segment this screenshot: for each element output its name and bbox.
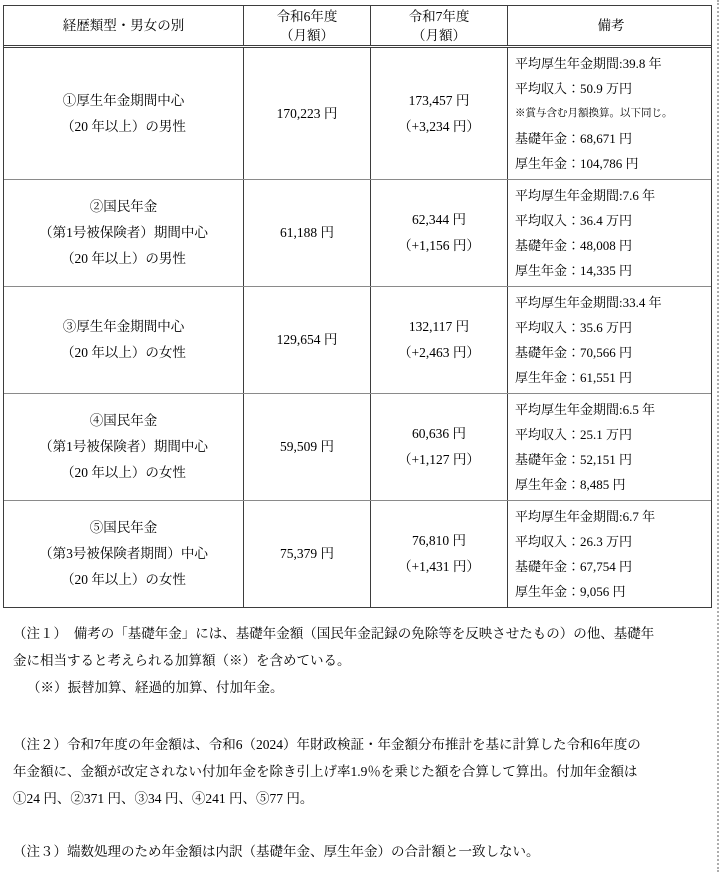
remark-line: 平均収入：36.4 万円 (515, 213, 633, 228)
reiwa7-cell (371, 180, 508, 286)
reiwa7-cell (371, 501, 508, 607)
category-line: （第3号被保険者期間）中心 (39, 546, 208, 561)
reiwa6-amount: 61,188 円 (280, 225, 334, 240)
remark-line: 基礎年金：52,151 円 (515, 452, 633, 467)
remarks-cell (508, 48, 711, 179)
header-reiwa7-line1: 令和7年度 (408, 8, 470, 24)
remark-line: 平均厚生年金期間:6.5 年 (515, 402, 656, 417)
remark-line: 基礎年金：70,566 円 (515, 345, 633, 360)
category-line: ②国民年金 (89, 199, 158, 214)
reiwa7-amount: 76,810 円 (412, 533, 466, 548)
note-line: 金に相当すると考えられる加算額（※）を含めている。 (13, 653, 351, 668)
note-line: （※）振替加算、経過的加算、付加年金。 (27, 680, 284, 695)
reiwa7-amount: 60,636 円 (412, 426, 466, 441)
reiwa6-cell (244, 287, 371, 393)
category-line: （20 年以上）の男性 (61, 251, 186, 266)
table-body (4, 48, 711, 607)
table-row (4, 393, 711, 500)
pension-table (3, 5, 712, 608)
header-remarks-label: 備考 (597, 18, 625, 33)
reiwa7-cell (371, 394, 508, 500)
footnotes-section (13, 620, 715, 865)
remark-line: 平均厚生年金期間:7.6 年 (515, 188, 656, 203)
table-header-row (4, 6, 711, 48)
category-line: （20 年以上）の女性 (61, 572, 186, 587)
category-line: ③厚生年金期間中心 (62, 319, 185, 334)
note-3 (13, 838, 715, 865)
remark-line: 平均厚生年金期間:39.8 年 (515, 56, 662, 71)
header-reiwa6-line1: 令和6年度 (276, 8, 338, 24)
category-line: ①厚生年金期間中心 (62, 92, 185, 108)
reiwa7-amount: 132,117 円 (408, 319, 470, 334)
remark-line: 基礎年金：48,008 円 (515, 238, 633, 253)
category-cell (4, 287, 244, 393)
table-row (4, 179, 711, 286)
reiwa7-change: （+3,234 円） (398, 118, 480, 134)
header-cell-category (4, 6, 244, 45)
note-2 (13, 731, 715, 812)
reiwa7-cell (371, 287, 508, 393)
reiwa7-change: （+1,431 円） (398, 559, 480, 574)
header-reiwa6-line2: （月額） (280, 27, 334, 43)
header-cell-remarks (508, 6, 711, 45)
note-line: （注２）令和7年度の年金額は、令和6（2024）年財政検証・年金額分布推計を基に計算した令和6年度の (13, 737, 641, 752)
reiwa6-cell (244, 48, 371, 179)
remark-line: 平均厚生年金期間:33.4 年 (515, 295, 662, 310)
header-cell-reiwa7 (371, 6, 508, 45)
remark-line: 平均収入：50.9 万円 (515, 81, 633, 96)
remarks-cell (508, 180, 711, 286)
category-cell (4, 394, 244, 500)
remarks-cell (508, 501, 711, 607)
table-row (4, 500, 711, 607)
remark-footnote-line: ※賞与含む月額換算。以下同じ。 (515, 108, 673, 119)
reiwa6-cell (244, 394, 371, 500)
category-line: （第1号被保険者）期間中心 (39, 225, 208, 240)
reiwa7-amount: 62,344 円 (412, 212, 466, 227)
remark-line: 厚生年金：61,551 円 (515, 370, 633, 385)
category-line: （20 年以上）の女性 (61, 345, 186, 360)
header-category-label: 経歴類型・男女の別 (62, 18, 185, 33)
reiwa6-amount: 129,654 円 (276, 332, 338, 347)
remark-line: 厚生年金：104,786 円 (515, 156, 639, 171)
reiwa6-amount: 59,509 円 (280, 439, 334, 454)
reiwa6-cell (244, 501, 371, 607)
remark-line: 平均収入：25.1 万円 (515, 427, 633, 442)
reiwa7-cell (371, 48, 508, 179)
note-1 (13, 620, 715, 701)
reiwa6-amount: 170,223 円 (276, 105, 338, 121)
remark-line: 平均収入：26.3 万円 (515, 534, 633, 549)
table-row (4, 286, 711, 393)
note-line: （注１） 備考の「基礎年金」には、基礎年金額（国民年金記録の免除等を反映させたもの）の他、基礎年 (13, 626, 655, 641)
category-cell (4, 180, 244, 286)
remarks-cell (508, 287, 711, 393)
remark-line: 厚生年金：8,485 円 (515, 477, 626, 492)
remark-line: 厚生年金：14,335 円 (515, 263, 633, 278)
reiwa7-change: （+1,156 円） (398, 238, 480, 253)
category-cell (4, 48, 244, 179)
note-line: 年金額に、金額が改定されない付加年金を除き引上げ率1.9％を乗じた額を合算して算出。付加年金額は (13, 764, 638, 779)
text-boundary-dotted-line (717, 0, 719, 872)
category-line: （第1号被保険者）期間中心 (39, 439, 208, 454)
table-row (4, 48, 711, 179)
reiwa7-change: （+1,127 円） (398, 452, 480, 467)
remark-line: 平均収入：35.6 万円 (515, 320, 633, 335)
reiwa7-amount: 173,457 円 (408, 92, 470, 108)
remarks-cell (508, 394, 711, 500)
note-line: ①24 円、②371 円、③34 円、④241 円、⑤77 円。 (13, 791, 314, 806)
remark-line: 厚生年金：9,056 円 (515, 584, 626, 599)
reiwa6-amount: 75,379 円 (280, 546, 334, 561)
note-line: （注３）端数処理のため年金額は内訳（基礎年金、厚生年金）の合計額と一致しない。 (13, 844, 540, 859)
reiwa7-change: （+2,463 円） (398, 345, 480, 360)
category-line: ⑤国民年金 (89, 520, 158, 535)
remark-line: 基礎年金：68,671 円 (515, 131, 633, 146)
category-line: （20 年以上）の男性 (61, 118, 186, 134)
category-line: （20 年以上）の女性 (61, 465, 186, 480)
reiwa6-cell (244, 180, 371, 286)
remark-line: 平均厚生年金期間:6.7 年 (515, 509, 656, 524)
header-cell-reiwa6 (244, 6, 371, 45)
category-line: ④国民年金 (89, 413, 158, 428)
remark-line: 基礎年金：67,754 円 (515, 559, 633, 574)
category-cell (4, 501, 244, 607)
header-reiwa7-line2: （月額） (412, 27, 466, 43)
